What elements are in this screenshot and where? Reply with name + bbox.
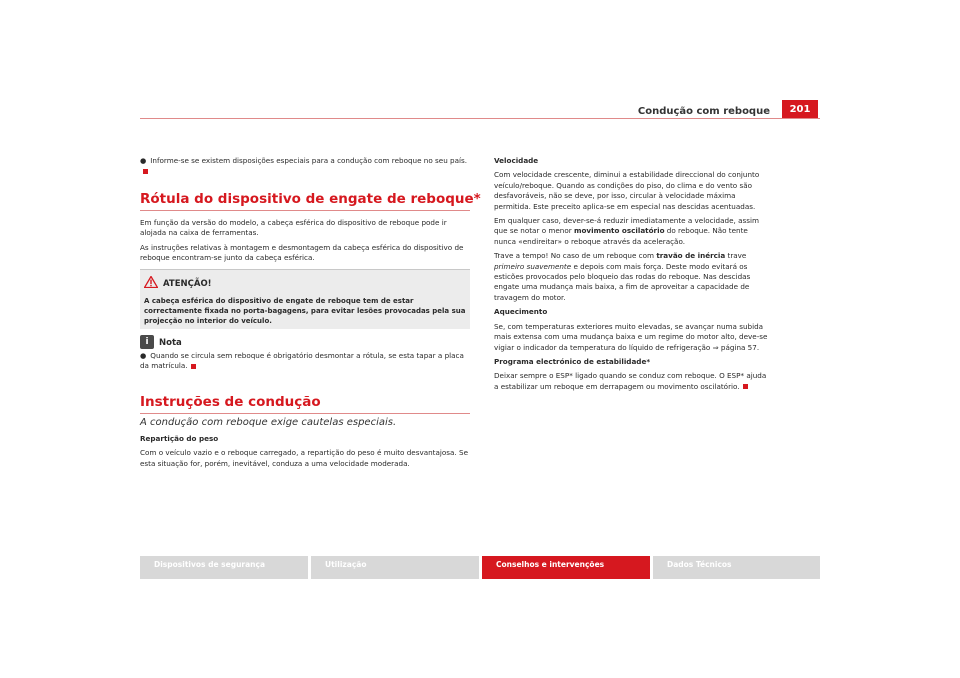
warning-box <box>140 269 470 328</box>
bullet-icon: ● <box>140 350 147 360</box>
warning-title <box>144 276 466 291</box>
section-subtitle: A condução com reboque exige cautelas especiais. <box>140 416 397 428</box>
warning-body: A cabeça esférica do dispositivo de engate de reboque tem de estar correctamente fixada no porta-bagagens, para evitar lesões provocadas pela sua projecção no interior do veículo. <box>144 296 466 325</box>
header-rule <box>140 118 820 119</box>
weight-paragraph: Com o veículo vazio e o reboque carregado, a repartição do peso é muito desvantajosa. Se esta situação for, porém, inevitável, conduza a uma velocidade moderada. <box>140 448 469 468</box>
note-text: Quando se circula sem reboque é obrigatório desmontar a rótula, se esta tapar a placa da matrícula. <box>140 350 464 371</box>
brake-text-italic: primeiro suavemente <box>494 261 572 271</box>
footer-tab-dados[interactable]: Dados Técnicos <box>653 556 820 579</box>
weight-heading: Repartição do peso <box>140 434 219 444</box>
page-number: 201 <box>782 100 818 118</box>
rotula-paragraph-1: Em função da versão do modelo, a cabeça esférica do dispositivo de reboque pode ir alojada na caixa de ferramentas. <box>140 217 447 238</box>
end-marker-icon <box>743 384 748 389</box>
warning-title-text: ATENÇÃO! <box>163 278 212 289</box>
speed-paragraph-1: Com velocidade crescente, diminui a estabilidade direccional do conjunto veículo/reboque. Quando as condições do piso, do clima e do vento são desfavoráveis, não se deve, por isso, circular à velocidade máxima permitida. Este preceito aplica-se em especial nas descidas acentuadas. <box>494 170 760 211</box>
note-label: Nota <box>159 338 182 349</box>
speed-paragraph-2 <box>494 216 770 247</box>
footer-tab-utilizacao[interactable]: Utilização <box>311 556 479 579</box>
section-heading-rotula: Rótula do dispositivo de engate de reboque* <box>140 191 470 211</box>
brake-text-b: trave <box>725 251 747 261</box>
header-title: Condução com reboque <box>637 106 770 117</box>
esp-text: Deixar sempre o ESP* ligado quando se conduz com reboque. O ESP* ajuda a estabilizar um reboque em derrapagem ou movimento oscilatório. <box>494 371 767 391</box>
note-paragraph <box>140 351 470 372</box>
warning-triangle-icon <box>144 276 158 291</box>
bullet-icon: ● <box>140 156 147 165</box>
esp-paragraph <box>494 371 770 392</box>
note-header <box>140 335 470 349</box>
footer-tab-dispositivos[interactable]: Dispositivos de segurança <box>140 556 308 579</box>
brake-text-bold: travão de inércia <box>656 251 726 261</box>
left-column <box>140 156 481 473</box>
speed-text-bold: movimento oscilatório <box>574 226 665 236</box>
intro-paragraph <box>140 156 470 177</box>
end-marker-icon <box>143 169 148 174</box>
speed-heading: Velocidade <box>494 156 539 165</box>
intro-text: Informe-se se existem disposições especiais para a condução com reboque no seu país. <box>150 156 468 165</box>
esp-heading: Programa electrónico de estabilidade* <box>494 356 651 366</box>
end-marker-icon <box>191 364 196 369</box>
section-heading-instrucoes: Instruções de condução <box>140 394 470 414</box>
brake-paragraph <box>494 251 770 303</box>
note-icon: i <box>140 335 154 349</box>
brake-text-c: e depois com mais força. Deste modo evitará os esticões provocados pelo bloqueio das rodas do reboque. Nas descidas engate uma mudança mais baixa, a fim de aproveitar a capacidade de travagem do motor. <box>494 261 751 302</box>
heat-paragraph: Se, com temperaturas exteriores muito elevadas, se avançar numa subida mais extensa com uma mudança baixa e um regime do motor alto, deve-se vigiar o indicador da temperatura do líquido de refrigeração ⇒ página 57. <box>494 321 768 352</box>
speed-text-b: do reboque. Não tente nunca «endireitar» o reboque através da aceleração. <box>494 226 748 246</box>
rotula-paragraph-2: As instruções relativas à montagem e desmontagem da cabeça esférica do dispositivo de reboque encontram-se junto da cabeça esférica. <box>140 242 464 263</box>
footer-tab-conselhos[interactable]: Conselhos e intervenções <box>482 556 650 579</box>
speed-text-a: Em qualquer caso, dever-se-á reduzir imediatamente a velocidade, assim que se notar o menor <box>494 216 759 236</box>
right-column <box>494 156 770 396</box>
brake-text-a: Trave a tempo! No caso de um reboque com <box>494 251 657 261</box>
heat-heading: Aquecimento <box>494 307 548 317</box>
